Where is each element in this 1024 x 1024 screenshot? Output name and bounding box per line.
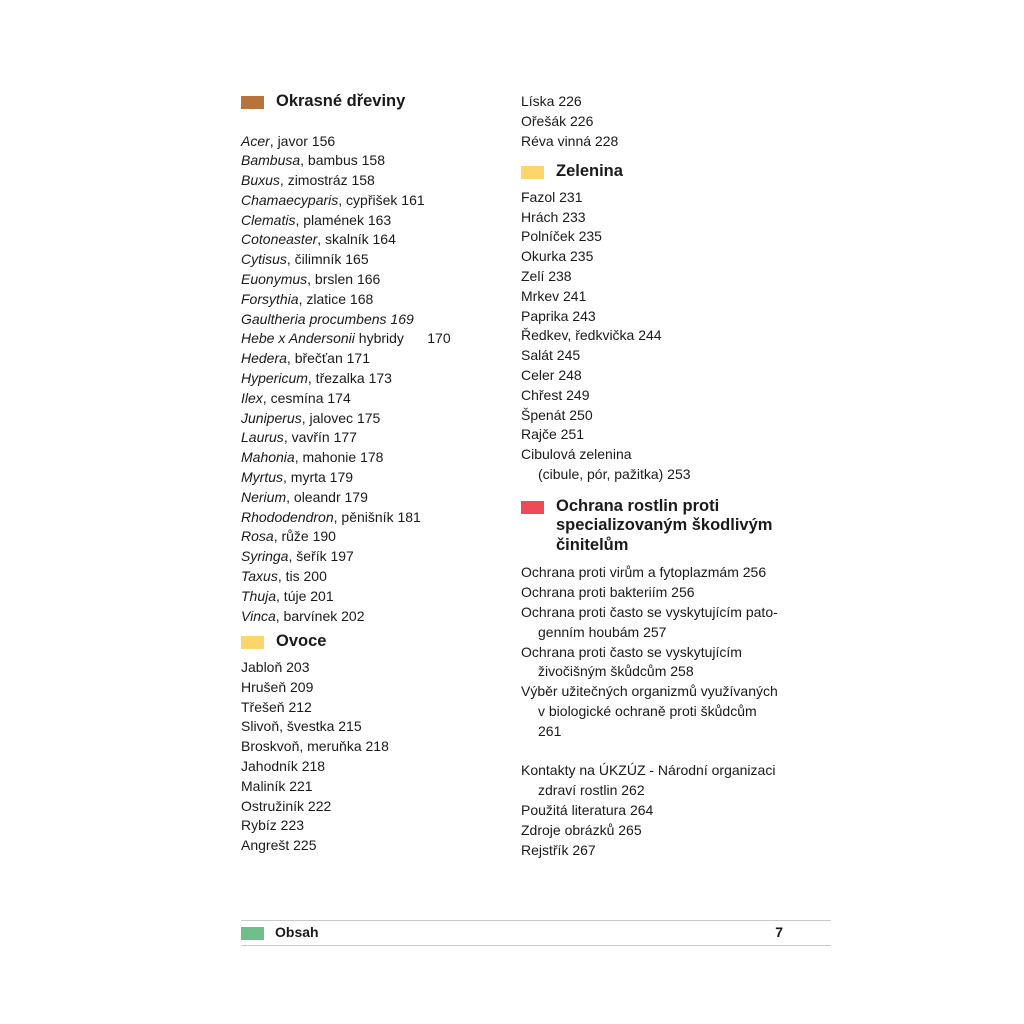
okrasne-entry (241, 211, 491, 231)
ovoce-entry: Ořešák 226 (521, 112, 594, 129)
zelenina-entry: Chřest 249 (521, 386, 590, 403)
zelenina-entry: Okurka 235 (521, 248, 594, 265)
okrasne-entry-rest: , oleandr 179 (286, 488, 368, 505)
ovoce-list (241, 658, 491, 856)
okrasne-entry-latin: Rosa (241, 528, 274, 545)
ochrana-title-line: specializovaným škodlivým (556, 516, 773, 535)
okrasne-entry-latin: Bambusa (241, 152, 301, 169)
section-okrasne-swatch (241, 96, 264, 109)
zelenina-entry: Fazol 231 (521, 188, 583, 205)
ovoce-entry: Maliník 221 (241, 777, 313, 794)
section-ochrana-heading (521, 497, 821, 556)
misc-list (521, 761, 821, 860)
okrasne-entry-latin: Myrtus (241, 469, 283, 486)
ovoce-entry: Jabloň 203 (241, 658, 310, 675)
section-okrasne-heading (241, 92, 491, 112)
okrasne-entry-rest: , myrta 179 (283, 469, 354, 486)
okrasne-entry-rest: , bambus 158 (300, 152, 385, 169)
right-column (521, 92, 821, 860)
ochrana-entry: Ochrana proti virům a fytoplazmám 256 (521, 564, 767, 581)
section-ovoce-heading (241, 632, 491, 652)
misc-entry: Kontakty na ÚKZÚZ - Národní organizaci (521, 762, 776, 779)
okrasne-entry (241, 171, 491, 191)
left-column (241, 92, 491, 856)
okrasne-entry (241, 428, 491, 448)
okrasne-entry-rest: , skalník 164 (317, 231, 396, 248)
ovoce-entry: Rybíz 223 (241, 817, 305, 834)
okrasne-entry-rest: , břečťan 171 (286, 350, 371, 367)
okrasne-entry-latin: Syringa (241, 548, 289, 565)
section-ochrana-title (556, 497, 772, 556)
ochrana-entry: Ochrana proti často se vyskytujícím pato- (521, 603, 778, 620)
ochrana-entry: Výběr užitečných organizmů využívaných (521, 683, 778, 700)
ovoce-entry: Třešeň 212 (241, 698, 312, 715)
okrasne-entry (241, 468, 491, 488)
okrasne-entry (241, 607, 491, 627)
ovoce-entry: Jahodník 218 (241, 757, 326, 774)
ovoce-entry: Líska 226 (521, 93, 582, 109)
okrasne-entry (241, 270, 491, 290)
okrasne-entry-latin: Gaultheria procumbens 169 (241, 310, 414, 327)
okrasne-entry-rest: , tis 200 (277, 568, 327, 585)
section-zelenina-title: Zelenina (556, 162, 623, 181)
okrasne-entry-latin: Thuja (241, 587, 277, 604)
section-ochrana-swatch (521, 501, 544, 514)
okrasne-entry-latin: Chamaecyparis (241, 191, 339, 208)
okrasne-entry-latin: Juniperus (241, 409, 302, 426)
okrasne-entry-latin: Cotoneaster (241, 231, 318, 248)
ovoce-entry: Broskvoň, meruňka 218 (241, 738, 389, 755)
okrasne-entry-rest: , zlatice 168 (298, 290, 374, 307)
okrasne-entry-latin: Euonymus (241, 271, 308, 288)
okrasne-entry-latin: Vinca (241, 607, 276, 624)
ochrana-list (521, 563, 821, 741)
okrasne-entry-rest: , cesmína 174 (262, 389, 351, 406)
okrasne-entry (241, 527, 491, 547)
ochrana-title-line: činitelům (556, 535, 629, 554)
okrasne-entry (241, 587, 491, 607)
misc-entry: Zdroje obrázků 265 (521, 821, 642, 838)
zelenina-entry: Paprika 243 (521, 307, 596, 324)
okrasne-entry (241, 448, 491, 468)
section-ovoce-title: Ovoce (276, 632, 327, 651)
okrasne-entry-rest: , javor 156 (269, 132, 336, 149)
misc-entry: Použitá literatura 264 (521, 801, 654, 818)
okrasne-entry-rest: , jalovec 175 (301, 409, 381, 426)
okrasne-entry-latin: Hebe x Andersonii (241, 330, 355, 347)
okrasne-entry-latin: Acer (241, 132, 270, 149)
okrasne-entry (241, 132, 491, 152)
zelenina-entry: Celer 248 (521, 367, 582, 384)
okrasne-entry-latin: Hedera (241, 350, 287, 367)
zelenina-entry: Zelí 238 (521, 268, 572, 285)
okrasne-entry (241, 389, 491, 409)
ovoce-entry: Ostružiník 222 (241, 797, 332, 814)
okrasne-entry-rest: , růže 190 (273, 528, 336, 545)
misc-entry: Rejstřík 267 (521, 841, 596, 858)
ochrana-entry-continued: živočišným škůdcům 258 (538, 663, 694, 680)
misc-entry-continued: zdraví rostlin 262 (538, 782, 645, 799)
okrasne-entry (241, 329, 491, 349)
zelenina-entry: Ředkev, ředkvička 244 (521, 327, 662, 344)
okrasne-entry (241, 191, 491, 211)
okrasne-entry-rest: , vavřín 177 (283, 429, 357, 446)
okrasne-entry (241, 310, 491, 330)
okrasne-entry-latin: Laurus (241, 429, 284, 446)
okrasne-entry-latin: Hypericum (241, 370, 308, 387)
ochrana-entry-continued: 261 (538, 722, 562, 739)
okrasne-entry-rest: , třezalka 173 (307, 370, 392, 387)
okrasne-entry-latin: Mahonia (241, 449, 295, 466)
okrasne-entry-rest: , plamének 163 (295, 211, 392, 228)
zelenina-entry: Polníček 235 (521, 228, 602, 245)
okrasne-entry-latin: Buxus (241, 172, 280, 189)
zelenina-sub-entry: (cibule, pór, pažitka) 253 (538, 466, 691, 483)
zelenina-entry: Špenát 250 (521, 406, 593, 423)
ochrana-title-line: Ochrana rostlin proti (556, 496, 720, 515)
okrasne-entry (241, 547, 491, 567)
okrasne-entry-rest: , mahonie 178 (294, 449, 384, 466)
okrasne-entry (241, 409, 491, 429)
okrasne-entry-latin: Taxus (241, 568, 278, 585)
section-zelenina-swatch (521, 166, 544, 179)
zelenina-entry: Cibulová zelenina (521, 446, 632, 463)
okrasne-entry (241, 230, 491, 250)
ovoce-continued-list (521, 92, 821, 151)
okrasne-entry (241, 508, 491, 528)
ovoce-entry: Réva vinná 228 (521, 132, 619, 149)
okrasne-entry-rest: hybridy 170 (354, 330, 451, 347)
okrasne-entry-rest: , čilimník 165 (286, 251, 369, 268)
ochrana-entry: Ochrana proti bakteriím 256 (521, 584, 695, 601)
okrasne-entry (241, 250, 491, 270)
okrasne-entry-rest: , barvínek 202 (275, 607, 365, 624)
zelenina-list (521, 188, 821, 465)
ochrana-entry: Ochrana proti často se vyskytujícím (521, 643, 742, 660)
zelenina-entry: Salát 245 (521, 347, 581, 364)
okrasne-entry-rest: , pěnišník 181 (333, 508, 421, 525)
zelenina-entry: Mrkev 241 (521, 287, 587, 304)
page-number: 7 (775, 924, 783, 940)
okrasne-entry-rest: , šeřík 197 (288, 548, 354, 565)
ovoce-entry: Angrešt 225 (241, 837, 317, 854)
okrasne-entry-rest: , brslen 166 (307, 271, 381, 288)
okrasne-entry-latin: Rhododendron (241, 508, 334, 525)
okrasne-entry-latin: Clematis (241, 211, 296, 228)
okrasne-entry-latin: Ilex (241, 389, 263, 406)
okrasne-entry (241, 349, 491, 369)
okrasne-entry-rest: , zimostráz 158 (279, 172, 375, 189)
section-okrasne-title: Okrasné dřeviny (276, 92, 406, 110)
page-footer (241, 920, 831, 946)
ochrana-entry-continued: genním houbám 257 (538, 623, 667, 640)
okrasne-entry-rest: , túje 201 (276, 587, 334, 604)
okrasne-entry (241, 369, 491, 389)
okrasne-entry (241, 567, 491, 587)
okrasne-entry (241, 290, 491, 310)
okrasne-entry (241, 488, 491, 508)
zelenina-entry: Hrách 233 (521, 208, 586, 225)
okrasne-list (241, 132, 491, 627)
okrasne-entry-latin: Cytisus (241, 251, 287, 268)
section-ovoce-swatch (241, 636, 264, 649)
footer-swatch (241, 927, 264, 940)
okrasne-entry-rest: , cypřišek 161 (338, 191, 425, 208)
ovoce-entry: Hrušeň 209 (241, 678, 314, 695)
ochrana-entry-continued: v biologické ochraně proti škůdcům (538, 702, 757, 719)
okrasne-entry (241, 151, 491, 171)
ovoce-entry: Slivoň, švestka 215 (241, 718, 362, 735)
okrasne-entry-latin: Forsythia (241, 290, 299, 307)
footer-label: Obsah (275, 924, 319, 940)
zelenina-entry: Rajče 251 (521, 426, 585, 443)
okrasne-entry-latin: Nerium (241, 488, 287, 505)
section-zelenina-heading (521, 162, 821, 182)
